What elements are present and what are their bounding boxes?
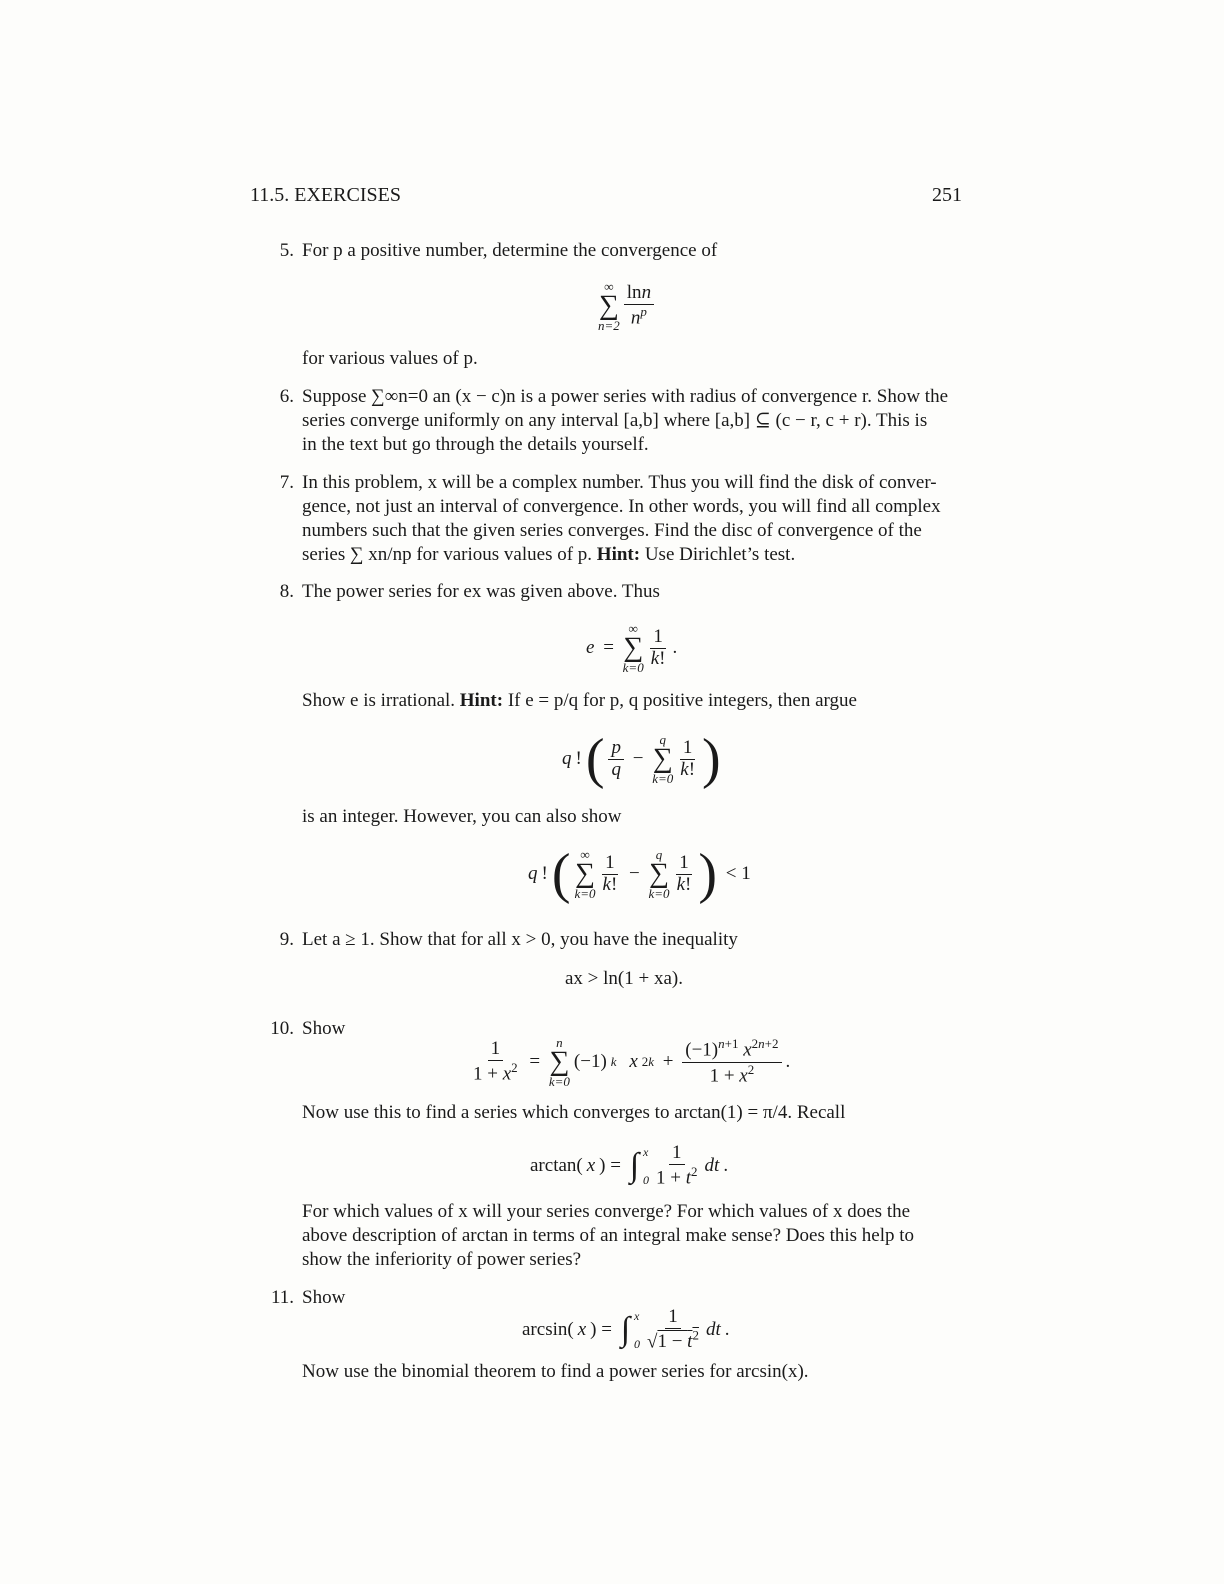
formula-sum-ln-n-over-n-p: ∞ ∑ n=2 $\frac{\ln n}{n^p}$ bbox=[598, 280, 654, 332]
formula-less-than-one: q ! ( ∞ ∑ k=0 $\frac{1}{k!}$ − q ∑ k=0 $\frac{1}{k!}$ ) < 1 bbox=[528, 843, 751, 905]
page-number: 251 bbox=[932, 184, 962, 206]
exercise-10-questions: For which values of x will your series converge? For which values of x does the above description of arctan in terms of an integral make sense? Does this help to show the inferiority of power series? bbox=[302, 1201, 915, 1270]
exercise-5-after: for various values of p. bbox=[302, 348, 478, 369]
exercise-8-mid: is an integer. However, you can also show bbox=[302, 806, 622, 827]
exercise-number: 5. bbox=[279, 240, 294, 261]
exercise-number: 8. bbox=[279, 581, 294, 602]
formula-integer-claim: q ! ( $\frac{p}{q}$ − q ∑ k=0 $\frac{1}{k!}$ ) bbox=[562, 728, 721, 790]
exercise-number: 9. bbox=[279, 929, 294, 950]
exercise-number: 7. bbox=[279, 472, 294, 493]
exercise-10-after: Now use this to find a series which converges to arctan(1) = π/4. Recall bbox=[302, 1102, 846, 1123]
formula-arcsin-integral: arcsin( x ) = ∫ x 0 $\frac{1}{√1 - t^2}$ dt . bbox=[522, 1305, 730, 1353]
exercise-11: 11. Show bbox=[262, 1286, 972, 1310]
exercise-8: 8. The power series for ex was given above. Thus bbox=[262, 580, 972, 604]
formula-inequality: ax > ln(1 + xa). bbox=[565, 968, 683, 989]
formula-geometric-expansion: $\frac{1}{1 + x^2}$ = n ∑ k=0 (−1) k x 2k + $\frac{(-1)^{n+1} x^{2n+2}}{1 + x^2}$ . bbox=[473, 1035, 791, 1089]
exercise-11-after: Now use the binomial theorem to find a power series for arcsin(x). bbox=[302, 1361, 809, 1382]
exercise-7: 7. In this problem, x will be a complex number. Thus you will find the disk of conver- gence, not just an interval of convergence. In other words, you will find all complex numbers such that the given series converges. Find the disc of convergence of the series ∑ xn/np for various values of p. Hint: Use Dirichlet’s test. bbox=[262, 471, 972, 567]
exercise-number: 11. bbox=[270, 1287, 294, 1308]
running-header-section: 11.5. EXERCISES bbox=[250, 184, 401, 206]
exercise-text: For p a positive number, determine the convergence of bbox=[302, 240, 718, 261]
exercise-number: 6. bbox=[279, 386, 294, 407]
formula-e-series: e = ∞ ∑ k=0 $\frac{1}{k!}$ . bbox=[586, 621, 678, 675]
formula-arctan-integral: arctan( x ) = ∫ x 0 $\frac{1}{1 + t^2}$ dt . bbox=[530, 1141, 729, 1189]
exercise-8-hint: Show e is irrational. Hint: If e = p/q for p, q positive integers, then argue bbox=[302, 690, 857, 711]
exercise-5 bbox=[262, 239, 972, 263]
exercise-6: 6. Suppose ∑∞n=0 an (x − c)n is a power series with radius of convergence r. Show the series converge uniformly on any interval [a,b] where [a,b] ⊆ (c − r, c + r). This is in the text but go through the details yourself. bbox=[262, 385, 972, 457]
exercise-10: 10. Show bbox=[262, 1017, 972, 1041]
exercise-number: 10. bbox=[270, 1018, 294, 1039]
exercise-9: 9. Let a ≥ 1. Show that for all x > 0, you have the inequality bbox=[262, 928, 972, 952]
